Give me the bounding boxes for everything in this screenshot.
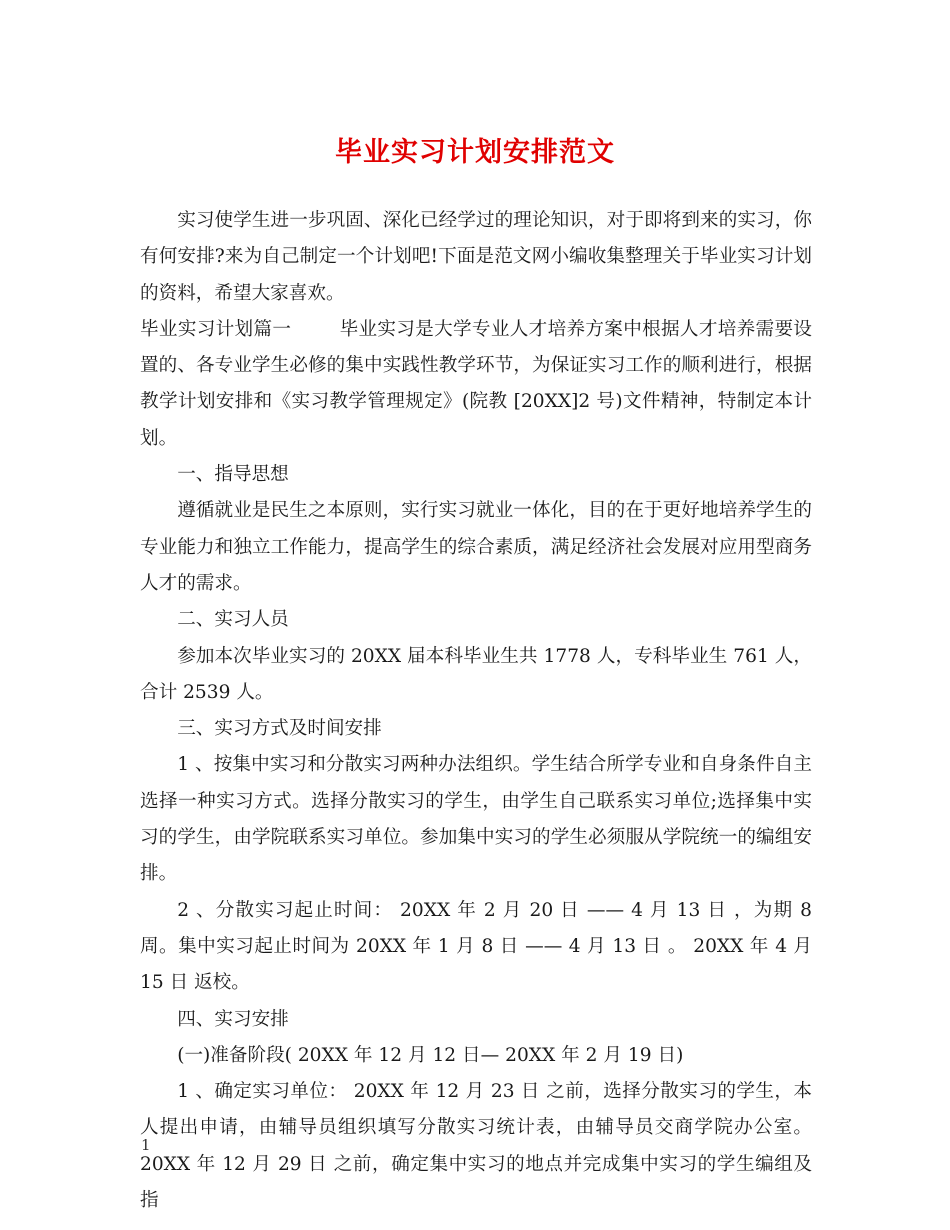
document-body xyxy=(140,203,812,1219)
paragraph-plan-one xyxy=(140,312,812,457)
paragraph-method-2: 2 、分散实习起止时间： 20XX 年 2 月 20 日 —— 4 月 13 日 ，为期 8 周。集中实习起止时间为 20XX 年 1 月 8 日 —— 4 月 13 日 。 20XX 年 4 月 15 日 返校。 xyxy=(140,899,812,994)
document-title: 毕业实习计划安排范文 xyxy=(335,137,615,168)
heading-method-time: 三、实习方式及时间安排 xyxy=(177,718,382,740)
paragraph-guiding-thought: 遵循就业是民生之本原则，实行实习就业一体化，目的在于更好地培养学生的专业能力和独立工作能力，提高学生的综合素质，满足经济社会发展对应用型商务人才的需求。 xyxy=(140,500,812,594)
paragraph-personnel: 参加本次毕业实习的 20XX 届本科毕业生共 1778 人，专科毕业生 761 人，合计 2539 人。 xyxy=(140,645,812,703)
section-heading-plan-one: 毕业实习计划篇一 xyxy=(140,318,292,340)
paragraph-confirm-unit: 1 、确定实习单位： 20XX 年 12 月 23 日 之前，选择分散实习的学生，本人提出申请，由辅导员组织填写分散实习统计表，由辅导员交商学院办公室。20XX 年 12 月 29 日 之前，确定集中实习的地点并完成集中实习的学生编组及指 xyxy=(140,1081,812,1212)
paragraph-method-1: 1 、按集中实习和分散实习两种办法组织。学生结合所学专业和自身条件自主选择一种实习方式。选择分散实习的学生，由学生自己联系实习单位;选择集中实习的学生，由学院联系实习单位。参加集中实习的学生必须服从学院统一的编组安排。 xyxy=(140,754,812,885)
heading-preparation-stage: (一)准备阶段( 20XX 年 12 月 12 日— 20XX 年 2 月 19 日) xyxy=(177,1044,684,1066)
page-number: 1 xyxy=(141,1136,151,1154)
heading-arrangement: 四、实习安排 xyxy=(177,1008,289,1030)
heading-personnel: 二、实习人员 xyxy=(177,609,289,631)
heading-guiding-thought: 一、指导思想 xyxy=(177,464,289,486)
paragraph-plan-one-text: 毕业实习是大学专业人才培养方案中根据人才培养需要设置的、各专业学生必修的集中实践性教学环节，为保证实习工作的顺利进行，根据教学计划安排和《实习教学管理规定》(院教 [20XX]2 号)文件精神，特制定本计划。 xyxy=(140,318,812,449)
paragraph-intro: 实习使学生进一步巩固、深化已经学过的理论知识，对于即将到来的实习，你有何安排?来为自己制定一个计划吧!下面是范文网小编收集整理关于毕业实习计划的资料，希望大家喜欢。 xyxy=(140,210,812,304)
